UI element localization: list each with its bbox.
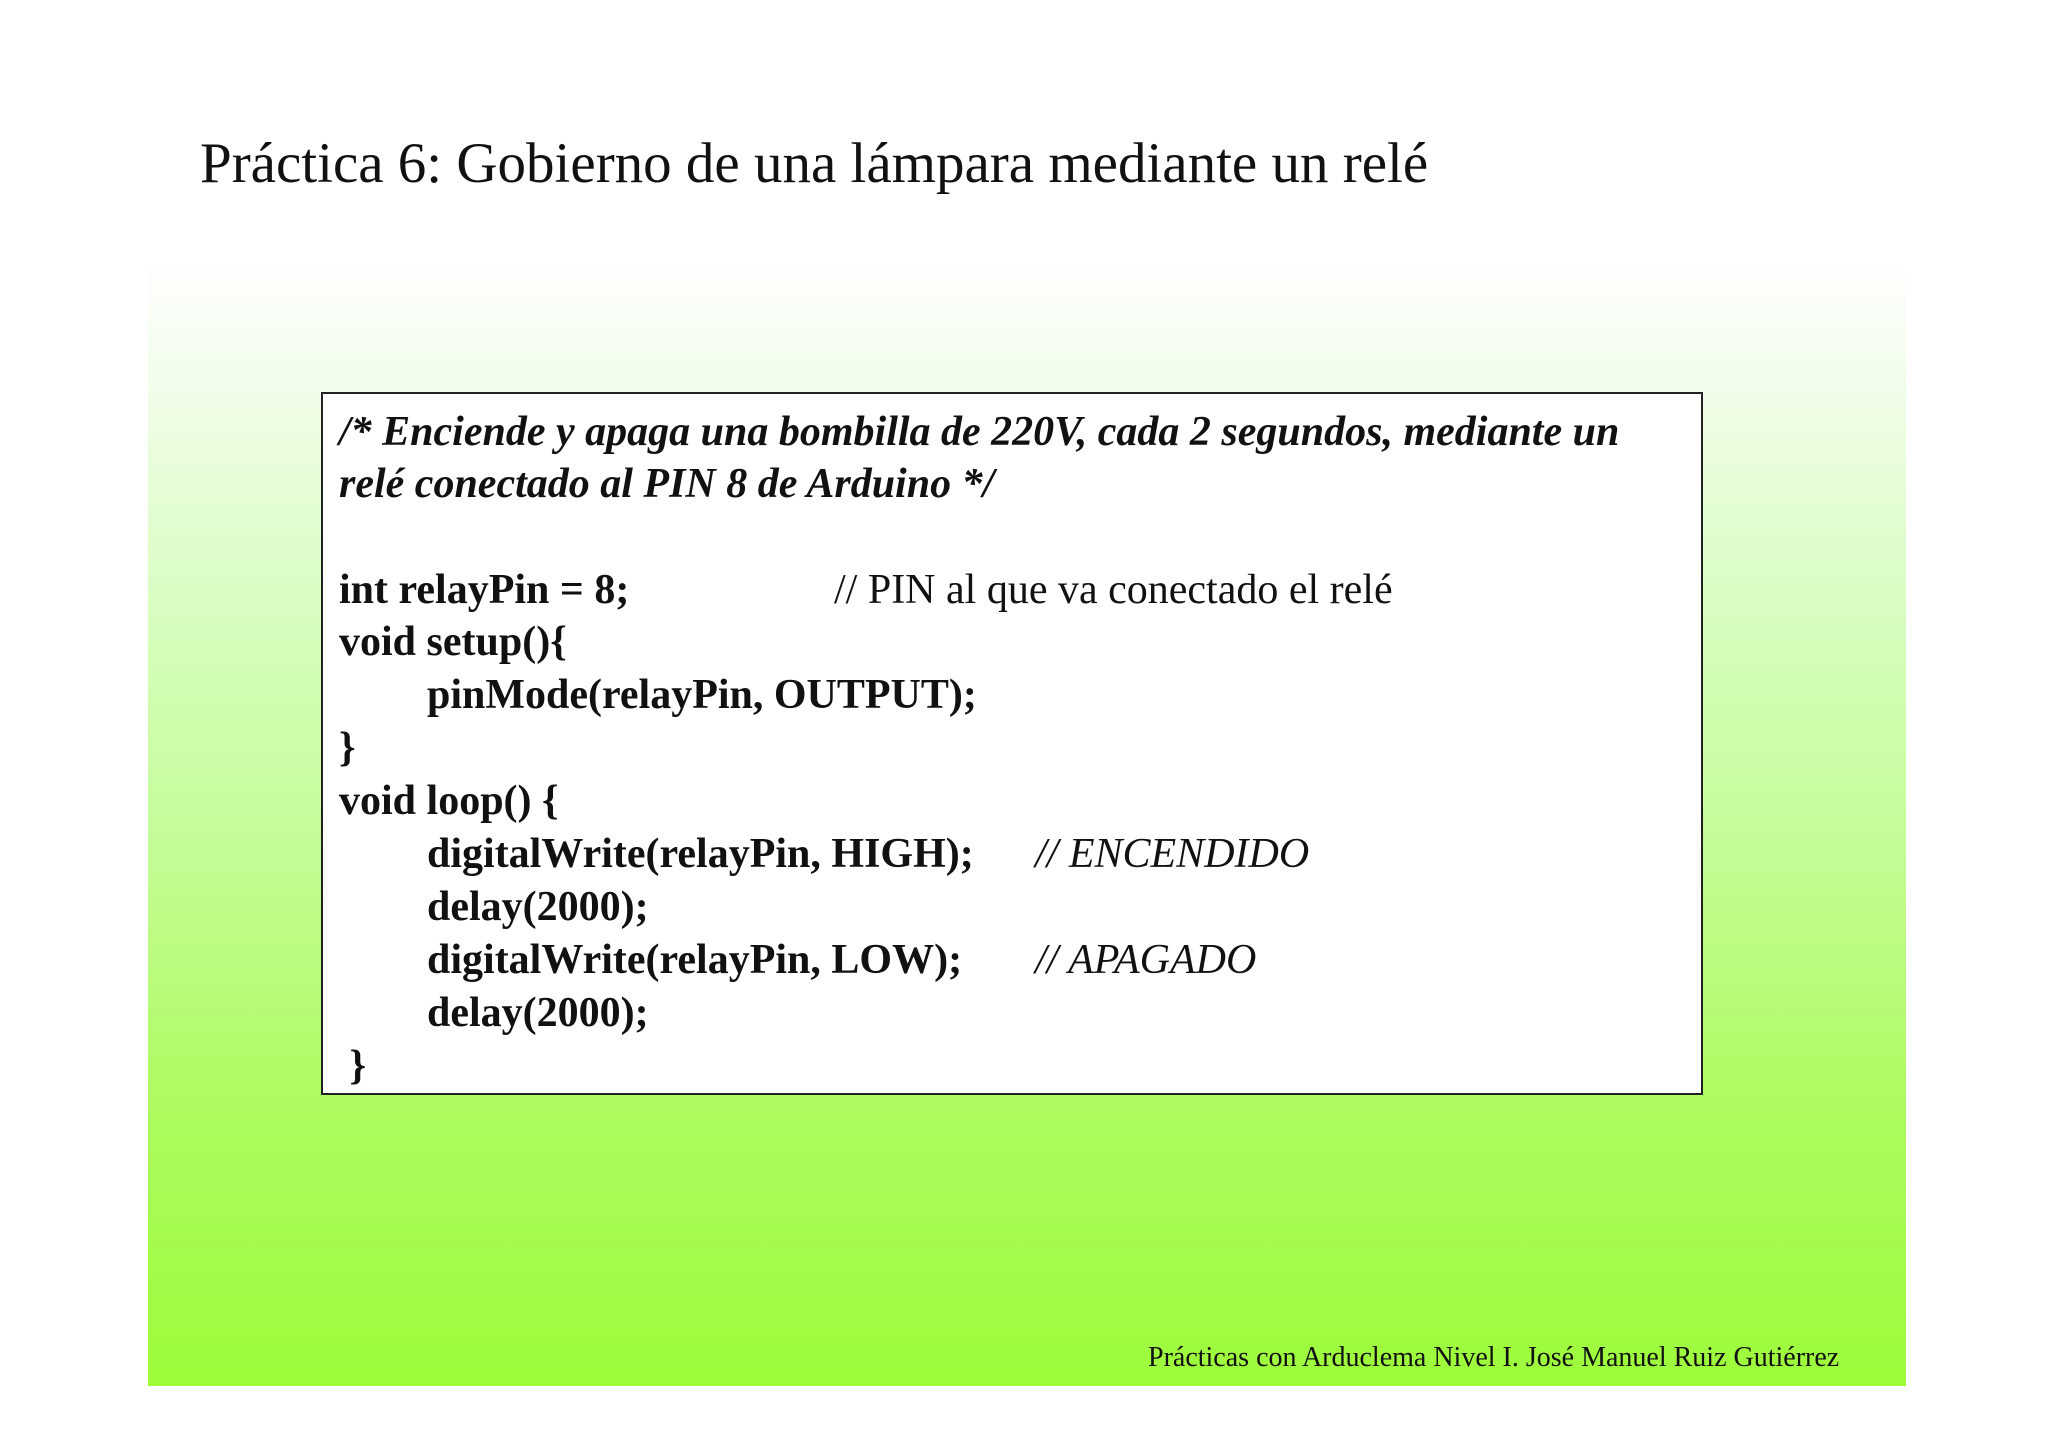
- write-low-comment: // APAGADO: [1035, 937, 1257, 983]
- code-line-pinmode: pinMode(relayPin, OUTPUT);: [427, 672, 977, 718]
- declare-statement: int relayPin = 8;: [339, 567, 630, 613]
- code-line-setup: void setup(){: [339, 619, 567, 665]
- write-low-statement: digitalWrite(relayPin, LOW);: [427, 937, 963, 983]
- code-line-write-low: [339, 934, 1627, 986]
- code-box: [321, 392, 1703, 1095]
- code-line-declare: [339, 564, 1639, 616]
- code-line-loop: void loop() {: [339, 778, 559, 824]
- code-line-delay-1: delay(2000);: [427, 884, 649, 930]
- slide-title: Práctica 6: Gobierno de una lámpara mediante un relé: [200, 132, 1429, 195]
- code-line-write-high: [339, 828, 1627, 880]
- write-high-comment: // ENCENDIDO: [1035, 831, 1310, 877]
- code-line-close-setup: }: [339, 725, 356, 771]
- write-high-statement: digitalWrite(relayPin, HIGH);: [427, 831, 974, 877]
- header-comment-line-1: /* Enciende y apaga una bombilla de 220V, cada 2 segundos, mediante un: [339, 409, 1620, 455]
- code-line-delay-2: delay(2000);: [427, 990, 649, 1036]
- slide-footer: Prácticas con Arduclema Nivel I. José Manuel Ruiz Gutiérrez: [1148, 1342, 1840, 1373]
- declare-comment: // PIN al que va conectado el relé: [834, 567, 1393, 613]
- header-comment-line-2: relé conectado al PIN 8 de Arduino */: [339, 461, 995, 507]
- code-line-close-loop: }: [339, 1043, 367, 1089]
